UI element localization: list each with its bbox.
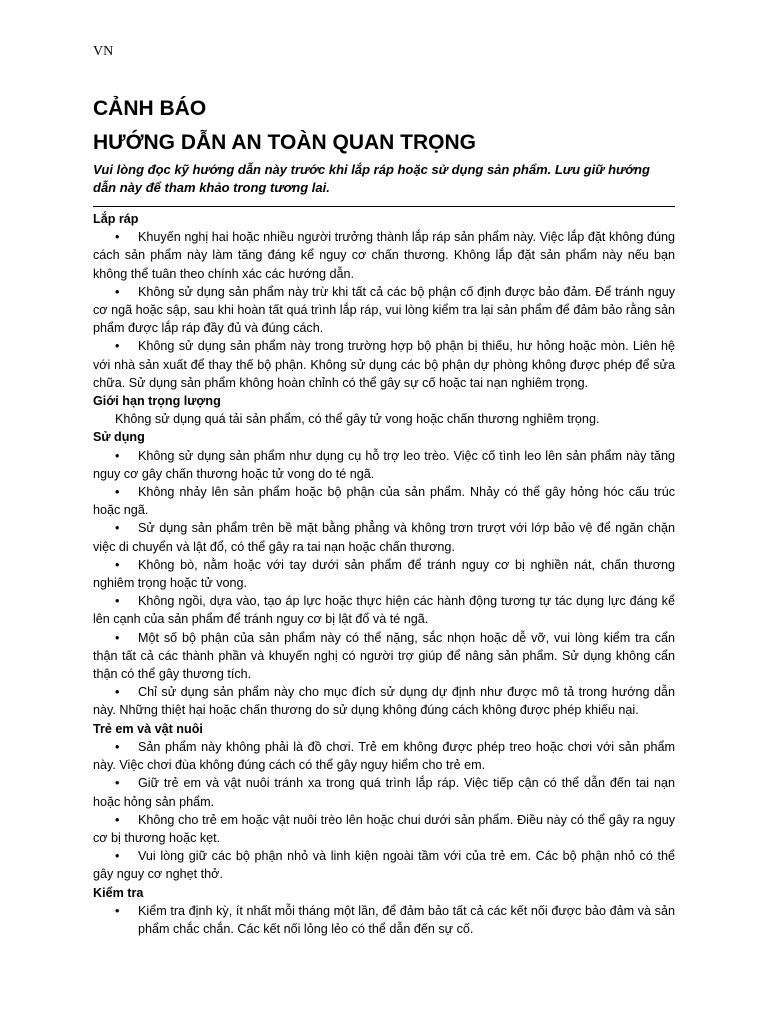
bullet-icon: • (115, 630, 120, 645)
bullet-icon: • (115, 448, 120, 463)
instructions-body (93, 210, 675, 938)
section-title-inspection: Kiểm tra (93, 885, 144, 900)
list-item: • Không cho trẻ em hoặc vật nuôi trèo lên hoặc chui dưới sản phẩm. Điều này có thể gây ra nguy cơ bị thương hoặc kẹt. (93, 812, 675, 845)
bullet-icon: • (115, 739, 120, 754)
list-item: • Kiểm tra định kỳ, ít nhất mỗi tháng một lần, để đảm bảo tất cả các kết nối được bảo đảm và sản phẩm chắc chắn. Các kết nối lỏng lẻo có thể dẫn đến sự cố. (115, 903, 675, 936)
section-title-children-pets: Trẻ em và vật nuôi (93, 721, 203, 736)
list-item: • Sản phẩm này không phải là đồ chơi. Trẻ em không được phép treo hoặc chơi với sản phẩm này. Việc chơi đùa không đúng cách có thể gây nguy hiểm cho trẻ em. (93, 739, 675, 773)
bullet-icon: • (115, 339, 120, 354)
divider (93, 206, 675, 207)
list-item: • Không ngồi, dựa vào, tạo áp lực hoặc thực hiện các hành động tương tự tác dụng lực đáng kể lên cạnh của sản phẩm để tránh nguy cơ bị lật đổ và té ngã. (93, 594, 675, 627)
bullet-icon: • (115, 685, 120, 700)
bullet-icon: • (115, 521, 120, 536)
list-item: • Chỉ sử dụng sản phẩm này cho mục đích sử dụng dự định như được mô tả trong hướng dẫn này. Những thiệt hại hoặc chấn thương do sử dụng không đúng cách không được phép khiếu nại. (93, 685, 675, 718)
list-item: • Không nhảy lên sản phẩm hoặc bộ phận của sản phẩm. Nhảy có thể gây hỏng hóc cấu trúc hoặc ngã. (93, 485, 675, 518)
section-title-usage: Sử dụng (93, 430, 145, 445)
bullet-icon: • (115, 284, 120, 299)
bullet-icon: • (115, 812, 120, 827)
safety-instructions-title: HƯỚNG DẪN AN TOÀN QUAN TRỌNG (93, 131, 476, 154)
bullet-icon: • (115, 903, 120, 918)
bullet-icon: • (115, 557, 120, 572)
list-item: • Không sử dụng sản phẩm này trừ khi tất cả các bộ phận cố định được bảo đảm. Để tránh nguy cơ ngã hoặc sập, sau khi hoàn tất quá trình lắp ráp, vui lòng kiểm tra lại sản phẩm để đảm bảo rằng sản phẩm được lắp ráp đầy đủ và đúng cách. (93, 284, 675, 336)
weight-limit-text: Không sử dụng quá tải sản phẩm, có thể gây tử vong hoặc chấn thương nghiêm trọng. (115, 412, 600, 427)
bullet-icon: • (115, 594, 120, 609)
bullet-icon: • (115, 776, 120, 791)
warning-title: CẢNH BÁO (93, 97, 207, 120)
section-title-weight-limit: Giới hạn trọng lượng (93, 394, 221, 409)
bullet-icon: • (115, 849, 120, 864)
intro-text: Vui lòng đọc kỹ hướng dẫn này trước khi lắp ráp hoặc sử dụng sản phẩm. Lưu giữ hướng dẫn này để tham khảo trong tương lai. (93, 162, 650, 195)
list-item: • Khuyến nghị hai hoặc nhiều người trưởng thành lắp ráp sản phẩm này. Việc lắp đặt không đúng cách sản phẩm này làm tăng đáng kể nguy cơ chấn thương. Không lắp đặt sản phẩm này nếu bạn không thể tuân theo chính xác các hướng dẫn. (93, 230, 675, 281)
list-item: • Vui lòng giữ các bộ phận nhỏ và linh kiện ngoài tầm với của trẻ em. Các bộ phận nhỏ có thể gây nguy cơ nghẹt thở. (93, 849, 675, 882)
list-item: • Sử dụng sản phẩm trên bề mặt bằng phẳng và không trơn trượt với lớp bảo vệ để ngăn chặn việc di chuyển và lật đổ, có thể gây ra tai nạn hoặc chấn thương. (93, 521, 675, 554)
bullet-icon: • (115, 485, 120, 500)
list-item: • Không sử dụng sản phẩm như dụng cụ hỗ trợ leo trèo. Việc cố tình leo lên sản phẩm này tăng nguy cơ gây chấn thương hoặc tử vong do té ngã. (93, 448, 675, 481)
section-title-assembly: Lắp ráp (93, 212, 139, 226)
list-item: • Không bò, nằm hoặc với tay dưới sản phẩm để tránh nguy cơ bị nghiền nát, chấn thương nghiêm trọng hoặc tử vong. (93, 557, 675, 591)
list-item: • Không sử dụng sản phẩm này trong trường hợp bộ phận bị thiếu, hư hỏng hoặc mòn. Liên hệ với nhà sản xuất để thay thế bộ phận. Không sử dụng các bộ phận dự phòng không được phép để sửa chữa. Sử dụng sản phẩm không hoàn chỉnh có thể gây sự cố hoặc tai nạn nghiêm trọng. (93, 339, 675, 390)
bullet-icon: • (115, 230, 120, 245)
language-code: VN (93, 44, 114, 59)
list-item: • Giữ trẻ em và vật nuôi tránh xa trong quá trình lắp ráp. Việc tiếp cận có thể dẫn đến tai nạn hoặc hỏng sản phẩm. (93, 776, 675, 809)
list-item: • Một số bộ phận của sản phẩm này có thể nặng, sắc nhọn hoặc dễ vỡ, vui lòng kiểm tra cẩn thận tất cả các thành phần và khuyến nghị có người trợ giúp để nâng sản phẩm. Sử dụng không cẩn thận có thể gây thương tích. (93, 630, 675, 682)
